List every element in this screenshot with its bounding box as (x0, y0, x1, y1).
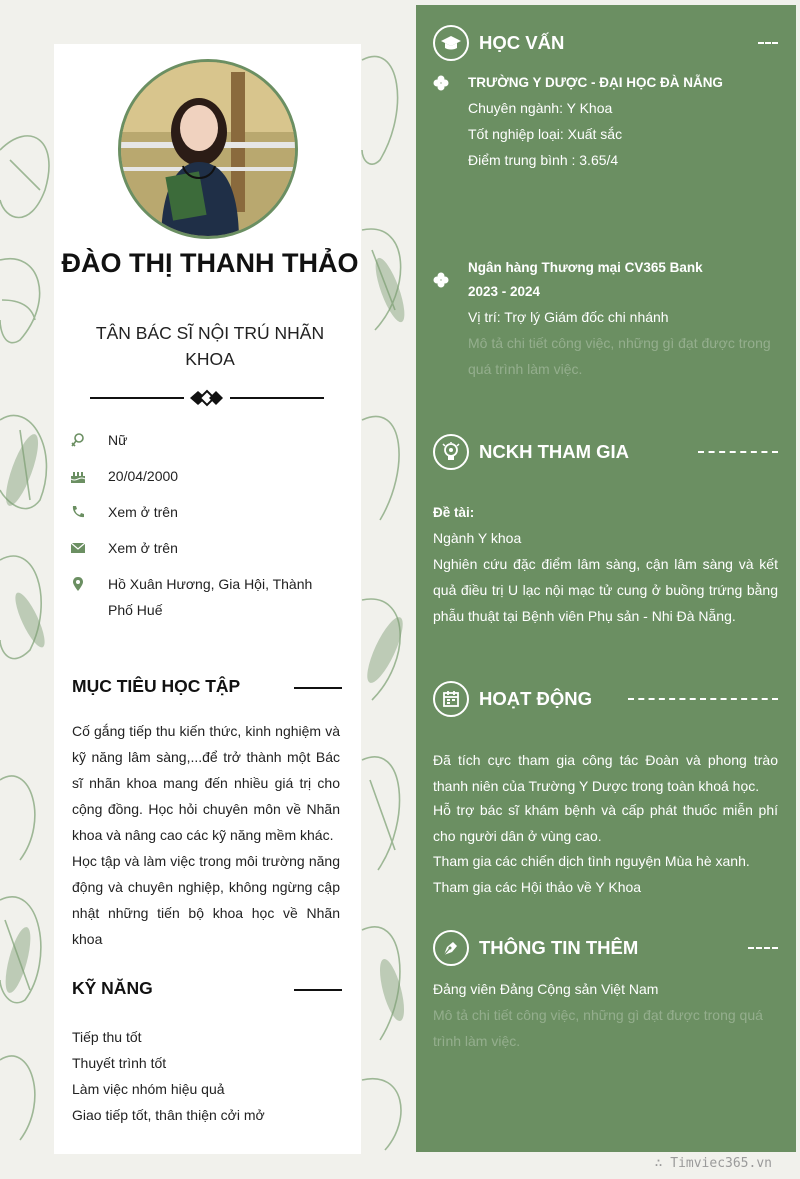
lightbulb-gear-icon (441, 442, 461, 462)
objective-heading (72, 676, 342, 697)
heading-dash (748, 947, 778, 949)
skills-title: KỸ NĂNG (72, 978, 153, 998)
research-heading (433, 434, 778, 470)
email-icon (70, 540, 86, 556)
birthday-value: 20/04/2000 (108, 468, 179, 484)
activity-item: Tham gia các chiến dịch tình nguyện Mùa hè xanh. (433, 853, 750, 869)
more-info-item: Đảng viên Đảng Cộng sản Việt Nam (433, 981, 659, 997)
gender-icon (70, 432, 86, 448)
company-name: Ngân hàng Thương mại CV365 Bank (468, 260, 703, 275)
portrait-photo-icon (121, 62, 298, 239)
clover-bullet-icon (433, 75, 449, 91)
education-title: HỌC VẤN (479, 32, 565, 53)
skill-item: Giao tiếp tốt, thân thiện cởi mở (72, 1107, 265, 1123)
candidate-name: ĐÀO THỊ THANH THẢO (61, 248, 359, 278)
birthday-cake-icon (70, 468, 86, 484)
research-badge (433, 434, 469, 470)
more-info-placeholder: Mô tả chi tiết công việc, những gì đạt được trong quá trình làm việc. (433, 1007, 763, 1049)
skills-heading (72, 978, 342, 999)
activities-title: HOẠT ĐỘNG (479, 688, 593, 709)
research-title: NCKH THAM GIA (479, 441, 630, 462)
heading-dash (698, 451, 778, 453)
graduation-cap-icon (441, 33, 461, 53)
major: Chuyên ngành: Y Khoa (468, 100, 613, 116)
clover-bullet-icon (433, 272, 449, 288)
heading-dash (628, 698, 778, 700)
skill-item: Làm việc nhóm hiệu quả (72, 1081, 225, 1097)
heading-rule (294, 989, 342, 991)
location-pin-icon (70, 576, 86, 592)
graduation-grade: Tốt nghiệp loại: Xuất sắc (468, 126, 623, 142)
site-watermark: ∴ Timviec365.vn (654, 1156, 772, 1171)
heading-dash (758, 42, 778, 44)
activity-item: Đã tích cực tham gia công tác Đoàn và phong trào thanh niên của Trường Y Dược trong toàn khoá học. (433, 752, 778, 794)
skill-item: Thuyết trình tốt (72, 1055, 167, 1071)
work-description-placeholder: Mô tả chi tiết công việc, những gì đạt được trong quá trình làm việc. (468, 335, 771, 377)
heading-rule (294, 687, 342, 689)
objective-paragraph-1: Cố gắng tiếp thu kiến thức, kinh nghiệm và kỹ năng lâm sàng,...để trở thành một Bác sĩ nhãn khoa mang đến nhiều giá trị cho cộng đồng. Học hỏi chuyên môn về Nhãn khoa và nâng cao các kỹ năng mềm khác. (72, 723, 340, 843)
research-label: Đề tài: (433, 505, 475, 520)
calendar-icon (441, 689, 461, 709)
objective-title: MỤC TIÊU HỌC TẬP (72, 676, 241, 696)
address-value: Hồ Xuân Hương, Gia Hội, Thành Phố Huế (108, 576, 313, 618)
gpa: Điểm trung bình : 3.65/4 (468, 152, 619, 168)
activities-heading (433, 681, 778, 717)
work-period: 2023 - 2024 (468, 284, 541, 299)
school-name: TRƯỜNG Y DƯỢC - ĐẠI HỌC ĐÀ NẴNG (468, 75, 723, 90)
activity-item: Hỗ trợ bác sĩ khám bệnh và cấp phát thuốc miễn phí cho người dân ở vùng cao. (433, 802, 778, 844)
activity-item: Tham gia các Hội thảo về Y Khoa (433, 879, 642, 895)
education-heading (433, 25, 778, 61)
more-info-badge (433, 930, 469, 966)
diamond-divider (90, 388, 324, 408)
pen-nib-icon (441, 938, 461, 958)
phone-value[interactable]: Xem ở trên (108, 504, 178, 520)
work-position: Vị trí: Trợ lý Giám đốc chi nhánh (468, 309, 669, 325)
profile-photo (118, 59, 298, 239)
more-info-title: THÔNG TIN THÊM (479, 937, 639, 958)
objective-paragraph-2: Học tập và làm việc trong môi trường năng động và chuyên nghiệp, không ngừng cập nhật những tiến bộ khoa học về Nhãn khoa (72, 853, 340, 947)
phone-icon (70, 504, 86, 520)
activities-badge (433, 681, 469, 717)
research-description: Nghiên cứu đặc điểm lâm sàng, cận lâm sàng và kết quả điều trị U lạc nội mạc tử cung ở buồng trứng bằng phẫu thuật tại Bệnh viên Phụ sản - Nhi Đà Nẵng. (433, 556, 778, 624)
research-field: Ngành Y khoa (433, 530, 522, 546)
job-title: TÂN BÁC SĨ NỘI TRÚ NHÃN KHOA (95, 323, 325, 369)
email-value[interactable]: Xem ở trên (108, 540, 178, 556)
gender-value: Nữ (108, 432, 128, 448)
education-badge (433, 25, 469, 61)
skill-item: Tiếp thu tốt (72, 1029, 142, 1045)
more-info-heading (433, 930, 778, 966)
